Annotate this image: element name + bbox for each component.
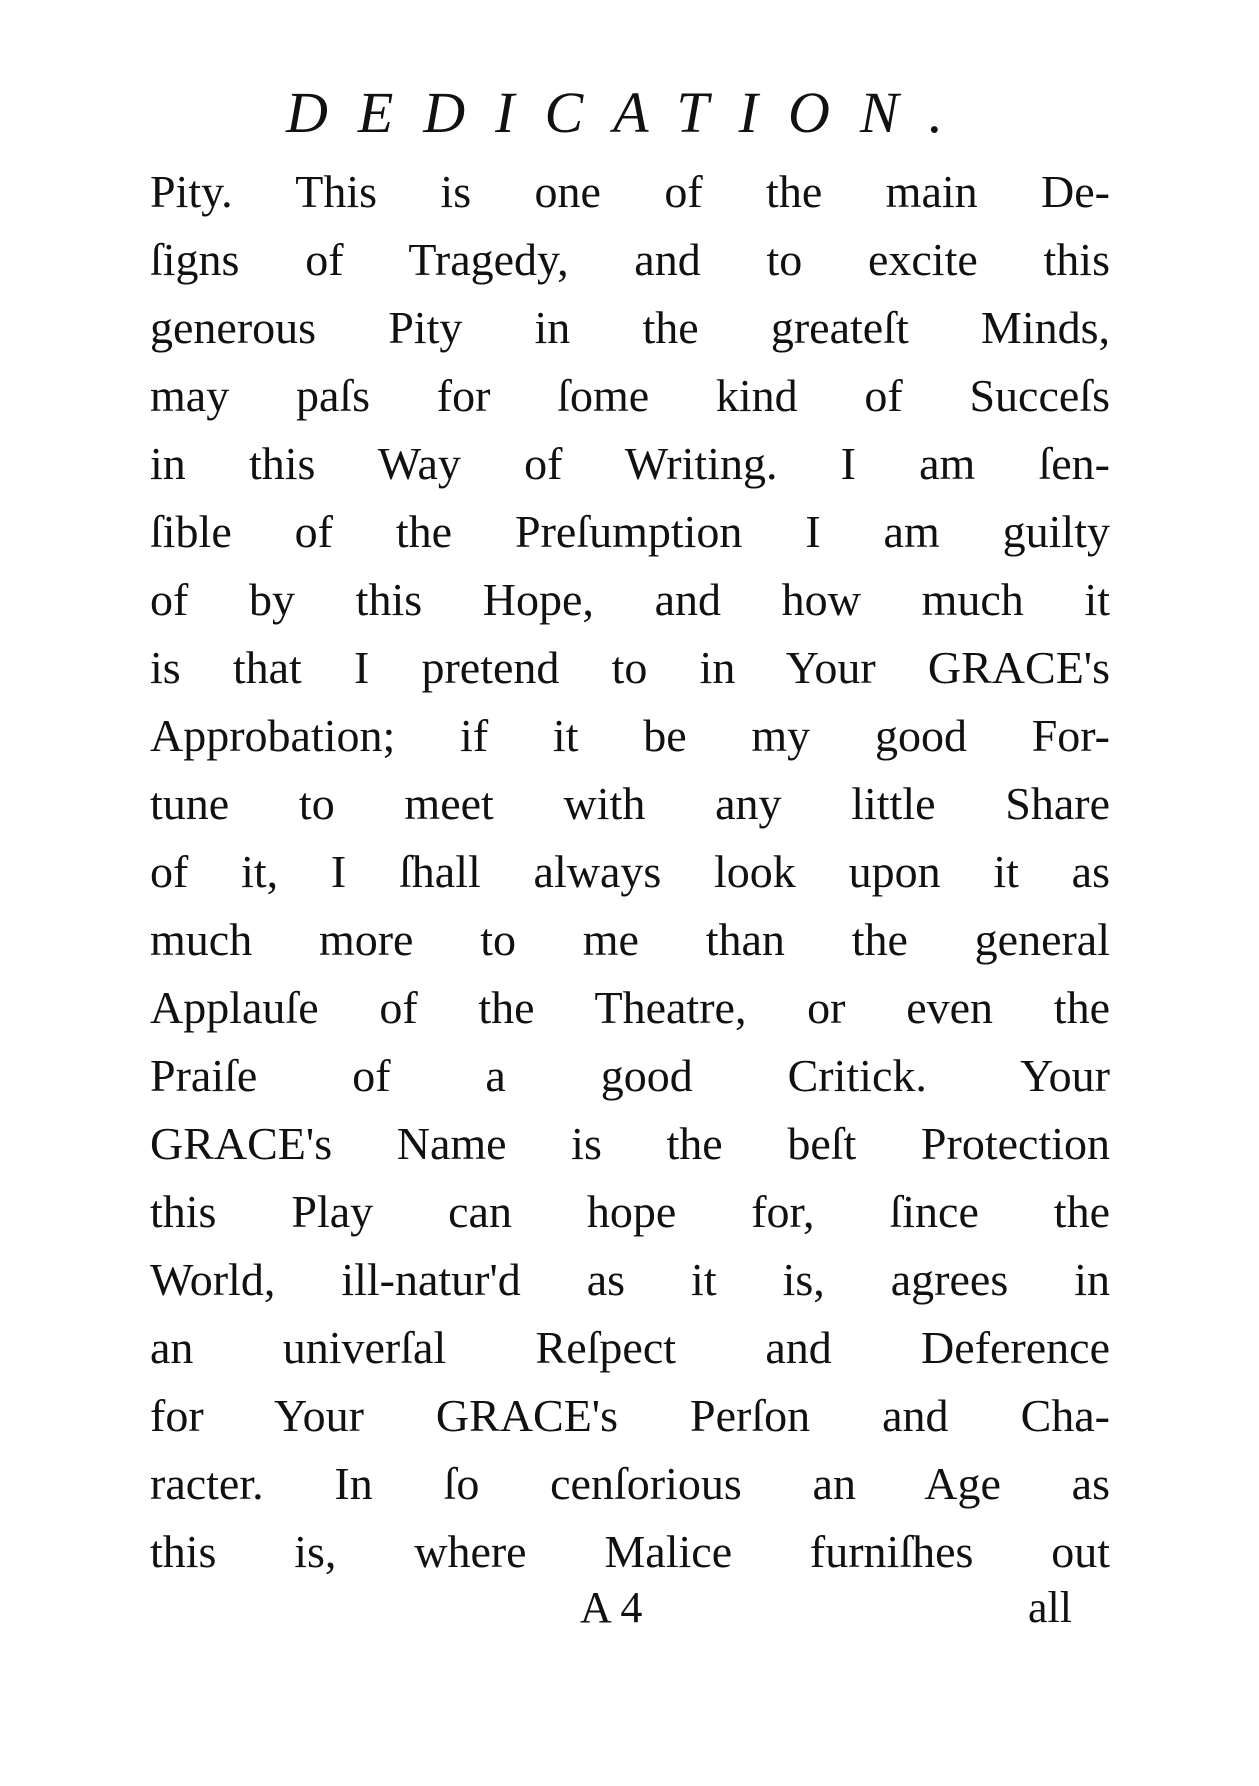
text-line: Applauſe of the Theatre, or even the [150, 982, 1110, 1033]
catchword: all [1028, 1583, 1072, 1632]
text-line: for Your GRACE's Perſon and Cha- [150, 1390, 1110, 1441]
text-line: ſigns of Tragedy, and to excite this [150, 234, 1110, 285]
text-line: Approbation; if it be my good For- [150, 710, 1110, 761]
text-line: Pity. This is one of the main De- [150, 166, 1110, 217]
text-line: is that I pretend to in Your GRACE's [150, 642, 1110, 693]
signature-mark: A 4 [580, 1583, 643, 1632]
text-line: generous Pity in the greateſt Minds, [150, 302, 1110, 353]
text-line: World, ill-natur'd as it is, agrees in [150, 1254, 1110, 1305]
running-head: DEDICATION. [285, 80, 974, 145]
text-line: GRACE's Name is the beſt Protection [150, 1118, 1110, 1169]
text-line: of by this Hope, and how much it [150, 574, 1110, 625]
text-line: this Play can hope for, ſince the [150, 1186, 1110, 1237]
text-line: racter. In ſo cenſorious an Age as [150, 1458, 1110, 1509]
text-line: Praiſe of a good Critick. Your [150, 1050, 1110, 1101]
text-line: ſible of the Preſumption I am guilty [150, 506, 1110, 557]
text-line: may paſs for ſome kind of Succeſs [150, 370, 1110, 421]
text-line: of it, I ſhall always look upon it as [150, 846, 1110, 897]
dedication-text [150, 158, 1110, 1586]
text-line: in this Way of Writing. I am ſen- [150, 438, 1110, 489]
text-line: tune to meet with any little Share [150, 778, 1110, 829]
text-line: an univerſal Reſpect and Deference [150, 1322, 1110, 1373]
text-line: this is, where Malice furniſhes out [150, 1526, 1110, 1577]
text-line: much more to me than the general [150, 914, 1110, 965]
